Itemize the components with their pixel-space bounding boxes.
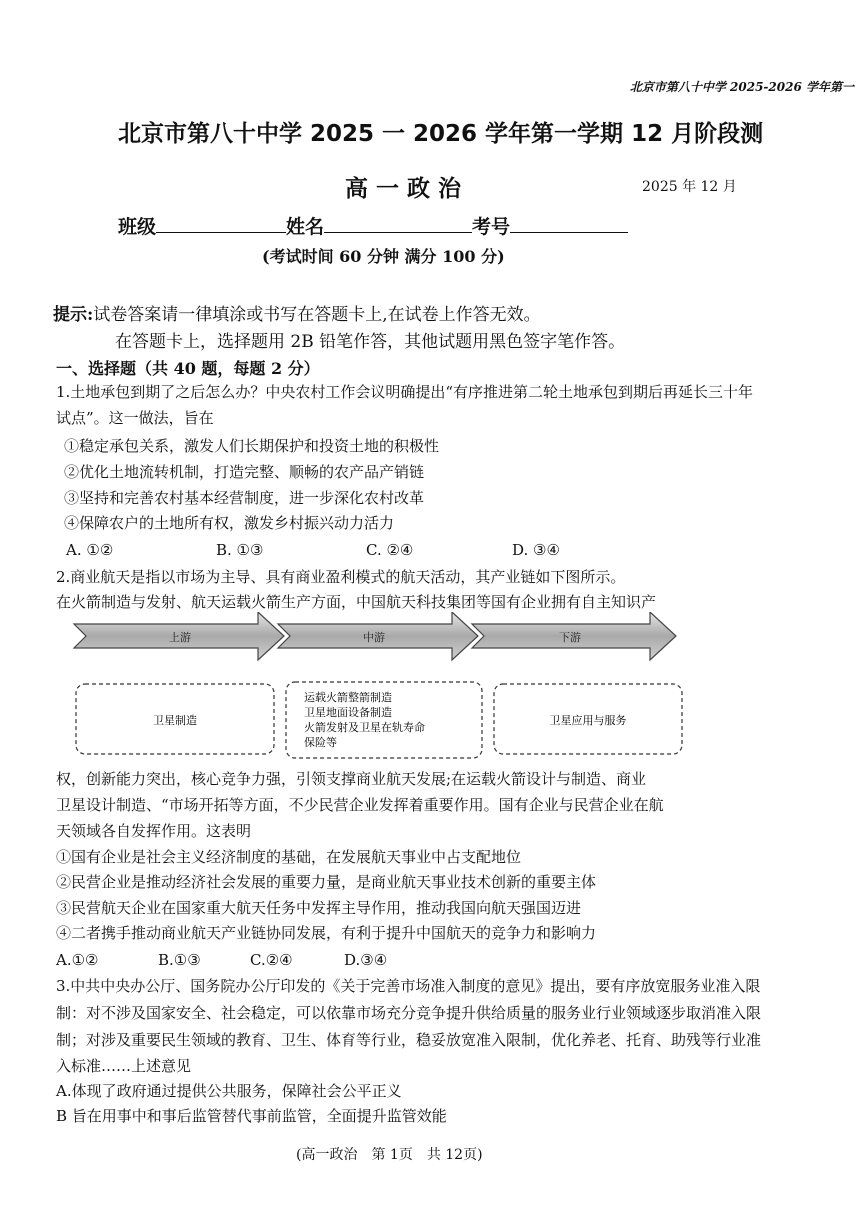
- q2-option-a: A.①②: [56, 951, 99, 969]
- name-label: 姓名: [286, 216, 325, 238]
- tip-label: 提示:: [53, 305, 94, 325]
- exam-time-info: (考试时间 60 分钟 满分 100 分): [262, 247, 505, 266]
- stage-label-midstream: 中游: [363, 631, 385, 644]
- header-note: 北京市第八十中学 2025-2026 学年第一: [629, 80, 854, 94]
- q1-item: ①稳定承包关系，激发人们长期保护和投资土地的积极性: [64, 437, 440, 455]
- q1-item: ④保障农户的土地所有权，激发乡村振兴动力活力: [64, 514, 395, 532]
- q2-item: ①国有企业是社会主义经济制度的基础，在发展航天事业中占支配地位: [56, 848, 522, 866]
- q2-option-c: C.②④: [250, 951, 293, 969]
- midstream-box-text: 保险等: [304, 736, 337, 749]
- class-label: 班级: [118, 216, 157, 238]
- q2-cont-line: 权，创新能力突出，核心竞争力强，引领支撑商业航天发展;在运载火箭设计与制造、商业: [56, 770, 647, 788]
- q3-line: 制：对不涉及国家安全、社会稳定，可以依靠市场充分竞争提升供给质量的服务业行业领域逐步取消准入限: [56, 1004, 762, 1022]
- q2-stem-line-2: 在火箭制造与发射、航天运载火箭生产方面，中国航天科技集团等国有企业拥有自主知识产: [56, 593, 657, 611]
- page-footer: (高一政治 第 1页 共 12页): [296, 1147, 483, 1163]
- document-title: 北京市第八十中学 2025 一 2026 学年第一学期 12 月阶段测: [118, 121, 764, 147]
- number-field[interactable]: [510, 214, 628, 233]
- downstream-box-text: 卫星应用与服务: [549, 714, 627, 727]
- q3-line: 入标准……上述意见: [56, 1057, 192, 1075]
- q1-option-d: D. ③④: [512, 541, 560, 559]
- q2-stem-line-1: 2.商业航天是指以市场为主导、具有商业盈利模式的航天活动，其产业链如下图所示。: [56, 568, 626, 586]
- industry-chain-diagram: [60, 612, 692, 770]
- tip-text-1: 试卷答案请一律填涂或书写在答题卡上,在试卷上作答无效。: [93, 305, 541, 325]
- midstream-box-text: 运载火箭整箭制造: [304, 691, 392, 704]
- q2-cont-line: 天领域各自发挥作用。这表明: [56, 822, 252, 840]
- q1-stem-line-1: 1.土地承包到期了之后怎么办？中央农村工作会议明确提出“有序推进第二轮土地承包到期后再延长三十年: [56, 383, 753, 401]
- tip-line-2: 在答题卡上，选择题用 2B 铅笔作答，其他试题用黑色签字笔作答。: [115, 332, 626, 352]
- q3-line: 3.中共中央办公厅、国务院办公厅印发的《关于完善市场准入制度的意见》提出，要有序放宽服务业准入限: [56, 977, 761, 995]
- midstream-box-text: 卫星地面设备制造: [304, 706, 392, 719]
- q1-item: ③坚持和完善农村基本经营制度，进一步深化农村改革: [64, 489, 425, 507]
- name-field[interactable]: [324, 214, 472, 233]
- q3-line: 制；对涉及重要民生领域的教育、卫生、体育等行业，稳妥放宽准入限制，优化养老、托育、助残等行业准: [56, 1031, 762, 1049]
- upstream-box-text: 卫星制造: [153, 714, 197, 727]
- stage-label-downstream: 下游: [559, 631, 581, 644]
- q2-cont-line: 卫星设计制造、“市场开拓等方面，不少民营企业发挥着重要作用。国有企业与民营企业在航: [56, 796, 664, 814]
- student-info-row: [118, 212, 628, 239]
- q1-option-c: C. ②④: [366, 541, 414, 559]
- q1-option-a: A. ①②: [66, 541, 114, 559]
- q1-option-b: B. ①③: [216, 541, 264, 559]
- number-label: 考号: [472, 216, 511, 238]
- q2-option-b: B.①③: [158, 951, 201, 969]
- q2-item: ④二者携手推动商业航天产业链协同发展，有利于提升中国航天的竞争力和影响力: [56, 924, 597, 942]
- tip-line-1: [53, 300, 541, 325]
- stage-label-upstream: 上游: [169, 631, 191, 644]
- q3-option-a: A.体现了政府通过提供公共服务，保障社会公平正义: [56, 1082, 402, 1100]
- section-title: 一、选择题（共 40 题，每题 2 分）: [56, 359, 320, 378]
- q3-option-b: B 旨在用事中和事后监管替代事前监管，全面提升监管效能: [56, 1107, 447, 1125]
- q1-item: ②优化土地流转机制，打造完整、顺畅的农产品产销链: [64, 463, 425, 481]
- midstream-box-text: 火箭发射及卫星在轨寿命: [304, 721, 425, 734]
- q2-item: ②民营企业是推动经济社会发展的重要力量，是商业航天事业技术创新的重要主体: [56, 873, 597, 891]
- q2-item: ③民营航天企业在国家重大航天任务中发挥主导作用，推动我国向航天强国迈进: [56, 899, 582, 917]
- class-field[interactable]: [156, 214, 286, 233]
- exam-date: 2025 年 12 月: [642, 179, 737, 195]
- q1-stem-line-2: 试点”。这一做法，旨在: [56, 409, 214, 427]
- q2-option-d: D.③④: [344, 951, 388, 969]
- subject-title: 高 一 政 治: [345, 175, 462, 202]
